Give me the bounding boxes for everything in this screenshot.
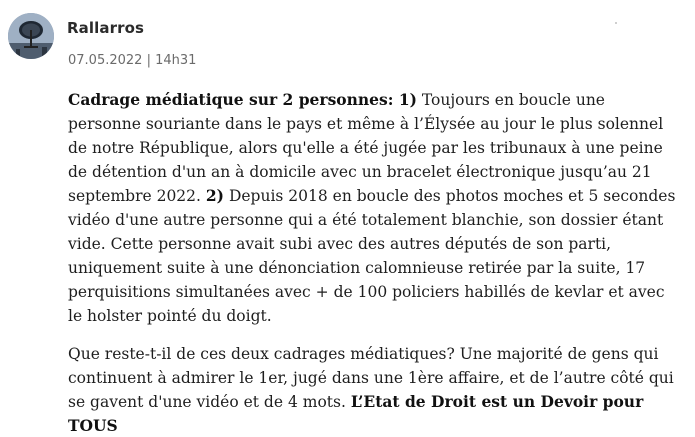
timestamp-separator: | — [146, 53, 151, 68]
comment-text-3: Que reste-t-il de ces deux cadrages médiatiques? Une majorité de gens qui continuent à admirer le 1er, jugé dans une 1ère affaire, et de l’autre côté qui se gavent d'une vidéo et de 4 mots. — [68, 345, 674, 411]
satellite-dish-avatar-image — [8, 13, 54, 59]
decorative-dot — [615, 22, 617, 24]
comment-text-1: Toujours en boucle une personne souriante dans le pays et même à l’Élysée au jour le plus solennel de notre République, alors qu'elle a été jugée par les tribunaux à une peine de détention d'un an à domicile avec un bracelet électronique jusqu’au 21 septembre 2022. — [68, 91, 664, 205]
comment-marker-2: 2) — [205, 186, 225, 205]
comment-text-2: Depuis 2018 en boucle des photos moches et 5 secondes vidéo d'une autre personne qui a été totalement blanchie, son dossier étant vide. Cette personne avait subi avec des autres députés de son parti, uniquement suite à une dénonciation calomnieuse retirée par la suite, 17 perquisitions simultanées avec + de 100 policiers habillés de kevlar et avec le holster pointé du doigt. — [68, 187, 676, 325]
comment-date: 07.05.2022 — [68, 53, 143, 68]
comment-lead-bold: Cadrage médiatique sur 2 personnes: 1) — [68, 90, 417, 109]
timestamp — [68, 53, 196, 68]
comment-paragraph-1 — [68, 88, 680, 328]
comment-paragraph-2 — [68, 342, 680, 437]
username[interactable]: Rallarros — [67, 19, 145, 37]
comment-body — [68, 88, 680, 437]
avatar[interactable] — [8, 13, 54, 59]
comment-closing-bold: L’Etat de Droit est un Devoir pour TOUS — [68, 392, 644, 435]
comment-time: 14h31 — [155, 53, 197, 68]
